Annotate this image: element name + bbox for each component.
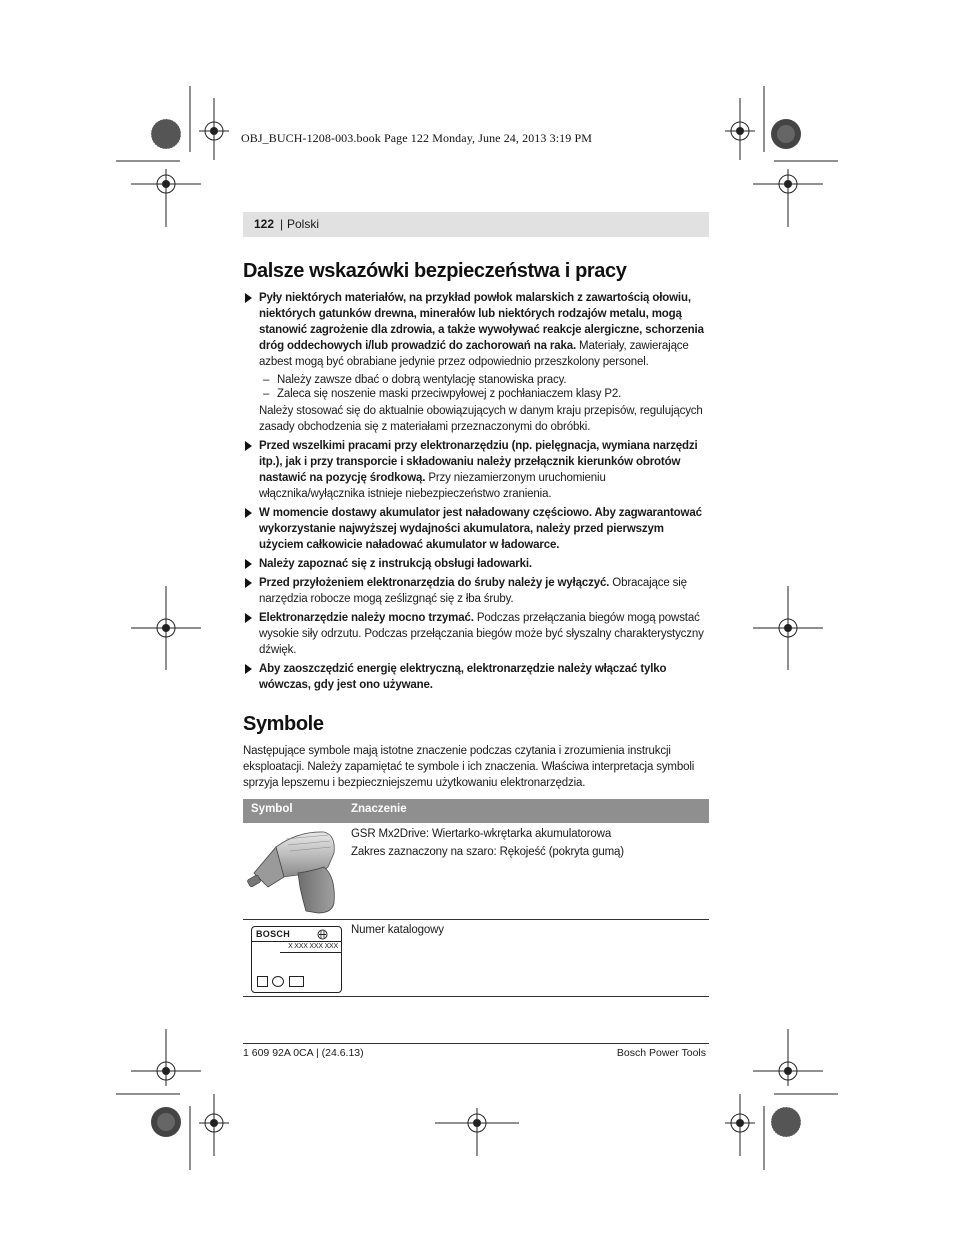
symbols-intro: Następujące symbole mają istotne znaczenie podczas czytania i zrozumienia instrukcji eksploatacji. Należy zapamiętać te symbole i ich znaczenia. Właściwa interpretacja symboli sprzyja lepszemu i bezpieczniejszemu użytkowaniu elektronarzędzia. (243, 745, 695, 789)
bullet-arrow-icon (245, 441, 252, 451)
starburst-mark-bottom-right (771, 1107, 801, 1137)
bullet-text: Materiały, zawierające azbest mogą być obrabiane jedynie przez odpowiednio przeszkolony personel. (259, 340, 689, 368)
bullet-text: Podczas przełączania biegów mogą powstać wysokie siły odrzutu. Podczas przełączania biegów może być słyszalny charakterystyczny dźwięk. (259, 612, 704, 656)
catalog-number-label-illustration (251, 926, 342, 993)
square-icon (257, 976, 268, 987)
header-symbol: Symbol (251, 803, 293, 815)
page-language: Polski (287, 217, 320, 231)
bullet-item (243, 575, 709, 607)
dash-item (243, 387, 709, 401)
starburst-mark-top-left (151, 119, 181, 149)
grip-meaning-line: Zakres zaznaczony na szaro: Rękojeść (pokryta gumą) (351, 846, 624, 858)
label-divider (280, 952, 341, 953)
bullet-bold-text: Aby zaoszczędzić energię elektryczną, elektronarzędzie należy włączać tylko wówczas, gdy jest ono używane. (259, 663, 667, 691)
drill-driver-illustration (246, 827, 342, 917)
bullet-item (243, 505, 709, 553)
footer-brand: Bosch Power Tools (616, 1047, 706, 1059)
bullet-arrow-icon (245, 559, 252, 569)
footer-document-code: 1 609 92A 0CA | (24.6.13) (243, 1047, 364, 1059)
rectangle-icon (289, 976, 304, 987)
dash-item (243, 373, 709, 387)
header-meaning: Znaczenie (351, 803, 407, 815)
table-row-divider (243, 919, 709, 920)
bullet-item (243, 438, 709, 502)
page-number: 122 (254, 217, 275, 231)
safety-content (243, 290, 709, 696)
dash-mark: – (263, 388, 270, 400)
bullet-arrow-icon (245, 293, 252, 303)
starburst-mark-top-right (771, 119, 801, 149)
bullet-bold-text: Przed przyłożeniem elektronarzędzia do śruby należy je wyłączyć. (259, 577, 610, 589)
page-header-bar (243, 212, 709, 237)
page-header-separator: | (280, 217, 284, 231)
bullet-arrow-icon (245, 664, 252, 674)
registration-mark-right-upper (753, 169, 823, 227)
bullet-bold-text: Pyły niektórych materiałów, na przykład powłok malarskich z zawartością ołowiu, niektórych gatunków drewna, minerałów lub niektórych rodzajów metalu, mogą stanowić zagrożenie dla zdrowia, a także wywoływać reakcje alergiczne, schorzenia dróg oddechowych i/lub prowadzić do zachorowań na raka. (259, 292, 704, 352)
bullet-item (243, 556, 709, 572)
bullet-arrow-icon (245, 578, 252, 588)
label-brand: BOSCH (256, 929, 291, 939)
bullet-text: Przy niezamierzonym uruchomieniu włącznika/wyłącznika istnieje niebezpieczeństwo zranienia. (259, 472, 606, 500)
drill-meaning-line: GSR Mx2Drive: Wiertarko-wkrętarka akumulatorowa (351, 828, 612, 840)
bullet-bold-text: Należy zapoznać się z instrukcją obsługi ładowarki. (259, 558, 532, 570)
registration-mark-left-lower (131, 1029, 201, 1086)
symbols-table-header (243, 799, 709, 823)
bullet-item (243, 290, 709, 370)
symbol-row-drill-text (351, 825, 624, 861)
label-catalog-number: X XXX XXX XXX (288, 943, 338, 950)
section-title-safety: Dalsze wskazówki bezpieczeństwa i pracy (243, 260, 627, 282)
bullet-item (243, 661, 709, 693)
dash-mark: – (263, 374, 270, 386)
label-divider (252, 941, 341, 942)
registration-mark-bottom-center (435, 1108, 519, 1156)
dash-text: Zaleca się noszenie maski przeciwpyłowej z pochłaniaczem klasy P2. (277, 388, 622, 400)
bullet-arrow-icon (245, 508, 252, 518)
registration-mark-right-lower (753, 1029, 823, 1086)
regulation-note: Należy stosować się do aktualnie obowiązujących w danym kraju przepisów, regulujących zasady obchodzenia się z materiałami przeznaczonymi do obróbki. (259, 405, 703, 433)
bullet-bold-text: Elektronarzędzie należy mocno trzymać. (259, 612, 474, 624)
bullet-bold-text: Przed wszelkimi pracami przy elektronarzędziu (np. pielęgnacja, wymiana narzędzi itp.), jak i przy transporcie i składowaniu należy przełącznik kierunków obrotów nastawić na pozycję środkową. (259, 440, 698, 484)
bullet-text: Obracające się narzędzia robocze mogą ześlizgnąć się z łba śruby. (259, 577, 687, 605)
starburst-mark-bottom-left (151, 1107, 181, 1137)
bullet-arrow-icon (245, 613, 252, 623)
catalog-number-text: Numer katalogowy (351, 924, 444, 936)
print-header: OBJ_BUCH-1208-003.book Page 122 Monday, June 24, 2013 3:19 PM (241, 131, 592, 145)
table-row-divider (243, 996, 709, 997)
bullet-bold-text: W momencie dostawy akumulator jest naładowany częściowo. Aby zagwarantować wykorzystanie najwyższej wydajności akumulatora, należy przed pierwszym użyciem całkowicie naładować akumulator w ładowarce. (259, 507, 702, 551)
section-title-symbols: Symbole (243, 713, 324, 735)
footer-rule (243, 1043, 709, 1044)
dash-text: Należy zawsze dbać o dobrą wentylację stanowiska pracy. (277, 374, 567, 386)
bullet-item (243, 610, 709, 658)
bosch-armature-icon (317, 929, 328, 940)
circle-icon (272, 976, 284, 987)
registration-mark-left-upper (131, 169, 201, 227)
